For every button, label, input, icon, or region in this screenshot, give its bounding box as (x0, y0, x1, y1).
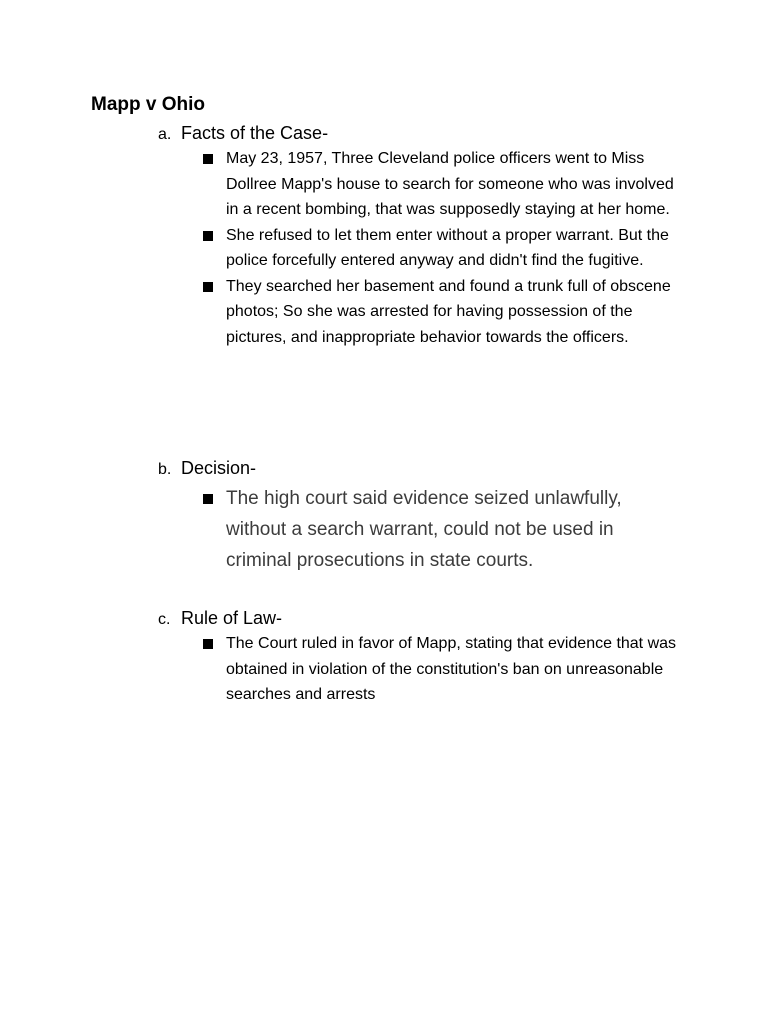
bullet-list (200, 631, 680, 708)
bullet-text: They searched her basement and found a trunk full of obscene photos; So she was arrested for having possession of the pictures, and inappropriate behavior towards the officers. (226, 277, 671, 346)
list-item (200, 631, 680, 708)
bullet-text: The Court ruled in favor of Mapp, stating that evidence that was obtained in violation of the constitution's ban on unreasonable searches and arrests (226, 635, 677, 703)
list-item (200, 146, 680, 223)
list-item (200, 223, 680, 274)
section-heading-text: Rule of Law- (181, 608, 283, 628)
square-bullet-icon (203, 282, 213, 292)
section-heading-text: Decision- (181, 458, 257, 478)
list-item (200, 483, 680, 576)
square-bullet-icon (203, 231, 213, 241)
list-marker: c. (158, 611, 171, 628)
list-marker: a. (158, 126, 172, 143)
list-marker: b. (158, 461, 172, 478)
list-item (200, 274, 680, 351)
section-heading (158, 606, 282, 632)
bullet-text: The high court said evidence seized unlawfully, without a search warrant, could not be used in criminal prosecutions in state courts. (226, 488, 622, 571)
section-heading-text: Facts of the Case- (181, 123, 329, 143)
bullet-list (200, 483, 680, 576)
section-heading (158, 456, 256, 482)
bullet-list (200, 146, 680, 350)
square-bullet-icon (203, 639, 213, 649)
bullet-text: May 23, 1957, Three Cleveland police officers went to Miss Dollree Mapp's house to search for someone who was involved in a recent bombing, that was supposedly staying at her home. (226, 150, 674, 218)
square-bullet-icon (203, 154, 213, 164)
section-heading (158, 121, 328, 147)
bullet-text: She refused to let them enter without a proper warrant. But the police forcefully entered anyway and didn't find the fugitive. (226, 226, 669, 269)
square-bullet-icon (203, 494, 213, 504)
document-title: Mapp v Ohio (91, 94, 205, 115)
